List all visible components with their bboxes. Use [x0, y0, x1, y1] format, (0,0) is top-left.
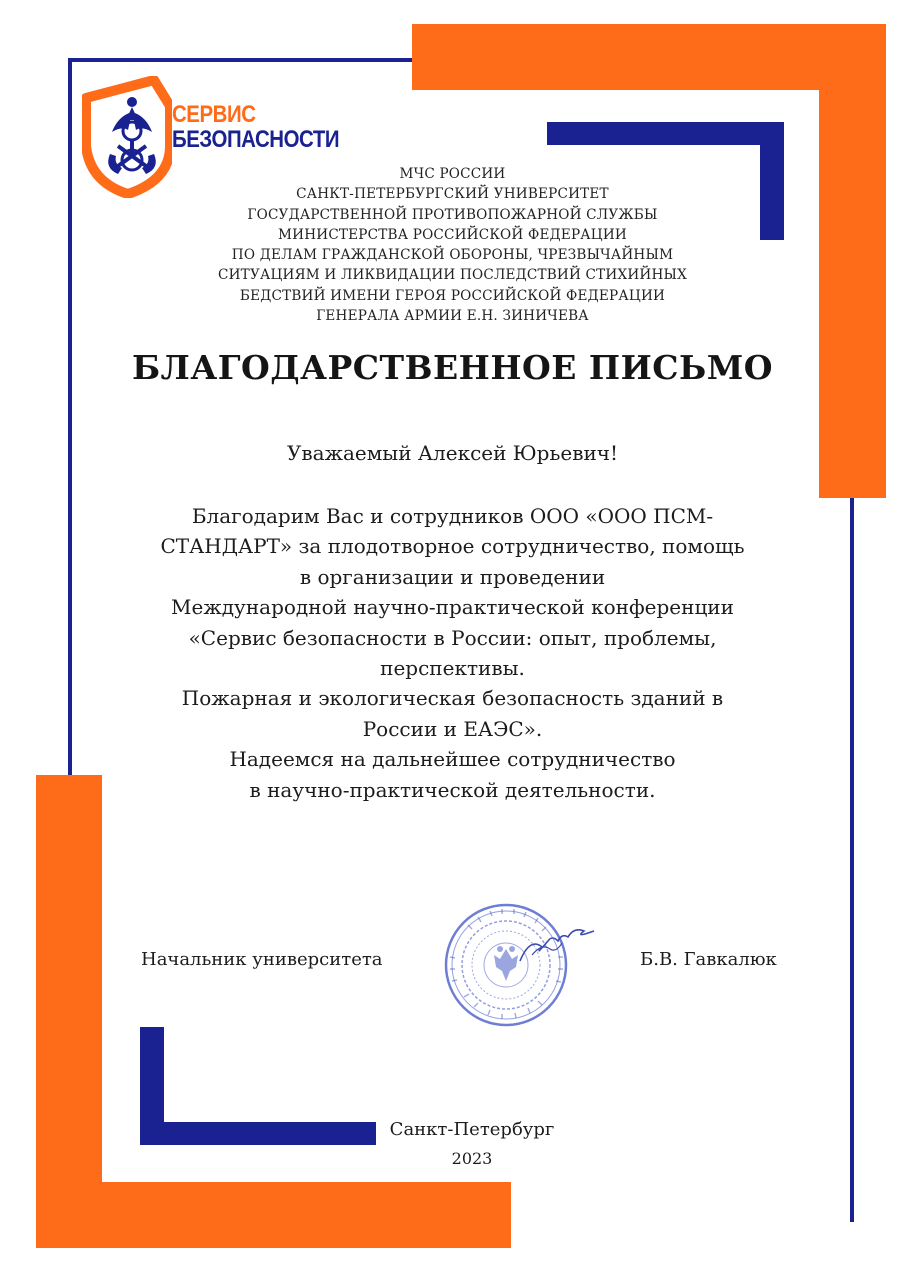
body-line: Международной научно-практической конференции	[171, 595, 734, 620]
official-seal	[438, 897, 598, 1029]
body-line: России и ЕАЭС».	[362, 716, 543, 741]
blue-corner-top-vertical	[760, 122, 784, 240]
city: Санкт-Петербург	[389, 1119, 555, 1140]
letter-body	[100, 501, 805, 805]
logo-text-safety: БЕЗОПАСНОСТИ	[172, 126, 340, 153]
org-header-line: БЕДСТВИЙ ИМЕНИ ГЕРОЯ РОССИЙСКОЙ ФЕДЕРАЦИИ	[239, 287, 666, 304]
orange-corner-top-horizontal	[412, 24, 886, 90]
org-header-line: ГОСУДАРСТВЕННОЙ ПРОТИВОПОЖАРНОЙ СЛУЖБЫ	[247, 206, 658, 223]
orange-corner-bottom-vertical	[36, 775, 102, 1248]
org-header-line: МЧС РОССИИ	[399, 166, 506, 182]
frame-left-line	[68, 58, 72, 778]
stamp-seal-icon	[438, 897, 598, 1029]
org-header-line: МИНИСТЕРСТВА РОССИЙСКОЙ ФЕДЕРАЦИИ	[278, 226, 627, 243]
blue-corner-top-horizontal	[547, 122, 784, 145]
body-line: в организации и проведении	[299, 564, 606, 589]
document-title: БЛАГОДАРСТВЕННОЕ ПИСЬМО	[131, 348, 774, 387]
body-line: в научно-практической деятельности.	[249, 777, 656, 802]
signer-name: Б.В. Гавкалюк	[640, 949, 777, 970]
body-line: перспективы.	[380, 656, 525, 681]
orange-corner-bottom-horizontal	[36, 1182, 511, 1248]
frame-top-line	[68, 58, 412, 62]
organization-header	[150, 164, 755, 326]
body-line: Пожарная и экологическая безопасность зданий в	[181, 686, 724, 711]
org-header-line: ГЕНЕРАЛА АРМИИ Е.Н. ЗИНИЧЕВА	[316, 308, 589, 325]
logo-text-service: СЕРВИС	[172, 101, 256, 128]
blue-corner-bottom-horizontal	[140, 1122, 376, 1145]
body-line: Благодарим Вас и сотрудников ООО «ООО ПСМ-	[191, 504, 714, 528]
body-line: СТАНДАРТ» за плодотворное сотрудничество, помощь	[160, 534, 745, 559]
greeting: Уважаемый Алексей Юрьевич!	[286, 441, 619, 465]
orange-corner-top-vertical	[819, 24, 886, 498]
org-header-line: ПО ДЕЛАМ ГРАЖДАНСКОЙ ОБОРОНЫ, ЧРЕЗВЫЧАЙНЫМ	[231, 247, 674, 264]
year: 2023	[451, 1149, 493, 1168]
org-header-line: СИТУАЦИЯМ И ЛИКВИДАЦИИ ПОСЛЕДСТВИЙ СТИХИЙНЫХ	[218, 267, 687, 284]
frame-right-line	[850, 496, 854, 1222]
body-line: «Сервис безопасности в России: опыт, проблемы,	[188, 625, 717, 650]
body-line: Надеемся на дальнейшее сотрудничество	[229, 747, 676, 772]
signer-position: Начальник университета	[141, 949, 383, 970]
org-header-line: САНКТ-ПЕТЕРБУРГСКИЙ УНИВЕРСИТЕТ	[296, 186, 609, 203]
